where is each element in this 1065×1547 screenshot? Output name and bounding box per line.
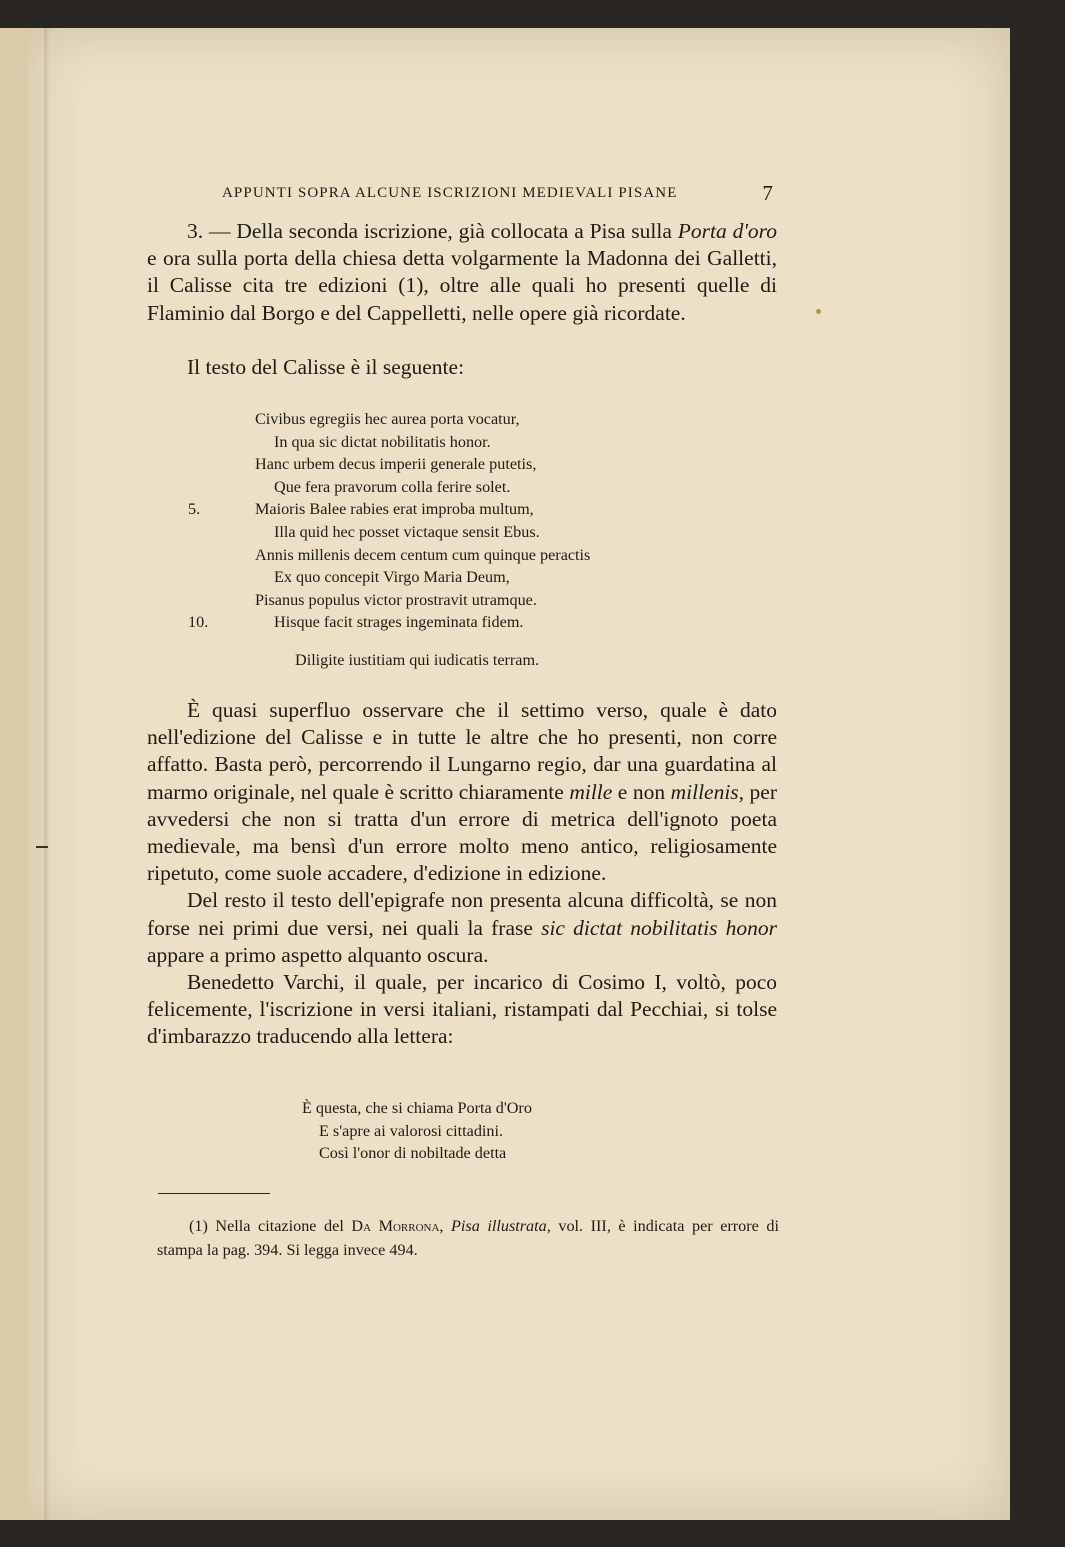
ink-spot <box>816 309 821 314</box>
paragraph-2-text: Il testo del Calisse è il seguente: <box>187 355 465 379</box>
body-text-block <box>147 697 777 1051</box>
inscription-line <box>188 521 688 544</box>
inscription-line <box>188 476 688 499</box>
inscription-line <box>188 453 688 476</box>
inscription-line <box>188 611 688 634</box>
verse-text: Maioris Balee rabies erat improba multum, <box>255 500 534 519</box>
inscription-motto: Diligite iustitiam qui iudicatis terram. <box>295 651 540 669</box>
verse-text: Pisanus populus victor prostravit utramque. <box>255 590 537 609</box>
verse-number: 5. <box>188 500 201 519</box>
verse-number: 10. <box>188 613 209 632</box>
paragraph-3-text-a: È quasi superfluo osservare che il settimo verso, quale è dato nell'edizione del Calisse e in tutte le altre che ho presenti, non corre affatto. Basta però, percorrendo il Lungarno regio, dar una guardatina al marmo originale, nel quale è scritto chiaramente <box>147 698 777 804</box>
paragraph-3-italic-b: millenis, <box>670 779 745 804</box>
inscription-line <box>188 408 688 431</box>
translation-line: Così l'onor di nobiltade detta <box>319 1144 507 1163</box>
verse-text: Hisque facit strages ingeminata fidem. <box>274 613 524 632</box>
inscription-line <box>188 566 688 589</box>
paragraph-4-text-a: Del resto il testo dell'epigrafe non presenta alcuna difficoltà, se non forse nei primi due versi, nei quali la frase <box>147 888 777 940</box>
paragraph-5: Benedetto Varchi, il quale, per incarico di Cosimo I, voltò, poco felicemente, l'iscrizione in versi italiani, ristampati dal Pecchiai, si tolse d'imbarazzo traducendo alla lettera: <box>147 970 777 1049</box>
page-gutter <box>44 28 50 1520</box>
verse-text: Annis millenis decem centum cum quinque peractis <box>255 545 591 564</box>
verse-text: Que fera pravorum colla ferire solet. <box>274 477 511 496</box>
inscription-line <box>188 431 688 454</box>
paragraph-3 <box>147 697 777 887</box>
footnote <box>157 1214 779 1262</box>
paragraph-3-text-b: e non <box>612 779 671 804</box>
verse-text: Hanc urbem decus imperii generale putetis, <box>255 455 537 474</box>
footnote-rule <box>158 1193 270 1194</box>
verse-text: Illa quid hec posset victaque sensit Ebus. <box>274 522 540 541</box>
margin-mark <box>36 846 48 848</box>
inscription-line <box>188 589 688 612</box>
footnote-text-a: (1) Nella citazione del <box>189 1217 352 1235</box>
translation-line: È questa, che si chiama Porta d'Oro <box>302 1099 532 1117</box>
footnote-space <box>443 1217 451 1235</box>
paragraph-1-text-a: 3. — Della seconda iscrizione, già collocata a Pisa sulla <box>187 219 678 243</box>
verse-text: In qua sic dictat nobilitatis honor. <box>274 432 491 451</box>
page-number: 7 <box>762 181 774 205</box>
paragraph-4 <box>147 887 777 969</box>
paragraph-4-text-b: appare a primo aspetto alquanto oscura. <box>147 942 489 967</box>
running-head-title: APPUNTI SOPRA ALCUNE ISCRIZIONI MEDIEVALI PISANE <box>222 185 678 201</box>
paragraph-4-italic: sic dictat nobilitatis honor <box>541 915 777 940</box>
inscription-verses <box>188 408 688 634</box>
verse-text: Ex quo concepit Virgo Maria Deum, <box>274 568 510 587</box>
translation-line: E s'apre ai valorosi cittadini. <box>319 1121 504 1140</box>
paragraph-1-text-b: e ora sulla porta della chiesa detta volgarmente la Madonna dei Galletti, il Calisse cita tre edizioni (1), oltre alle quali ho presenti quelle di Flaminio dal Borgo e del Cappelletti, nelle opere già ricordate. <box>147 246 777 325</box>
translation-verses <box>302 1097 532 1165</box>
paragraph-1 <box>147 218 777 327</box>
inscription-line <box>188 544 688 567</box>
paragraph-1-italic: Porta d'oro <box>677 219 777 243</box>
paragraph-2 <box>147 354 777 381</box>
footnote-text-b: vol. III, è indicata per errore di stampa la pag. 394. Si legga invece 494. <box>157 1217 779 1259</box>
footnote-work-title: Pisa illustrata, <box>451 1217 551 1235</box>
paragraph-3-text-c: per avvedersi che non si tratta d'un errore di metrica dell'ignoto poeta medievale, ma bensì d'un errore molto meno antico, religiosamente ripetuto, come suole accadere, d'edizione in edizione. <box>147 779 778 886</box>
facing-page-edge <box>0 28 28 1520</box>
inscription-line <box>188 498 688 521</box>
paragraph-3-italic-a: mille <box>569 779 613 804</box>
footnote-author: Da Morrona, <box>351 1217 444 1235</box>
verse-text: Civibus egregiis hec aurea porta vocatur, <box>255 410 520 428</box>
